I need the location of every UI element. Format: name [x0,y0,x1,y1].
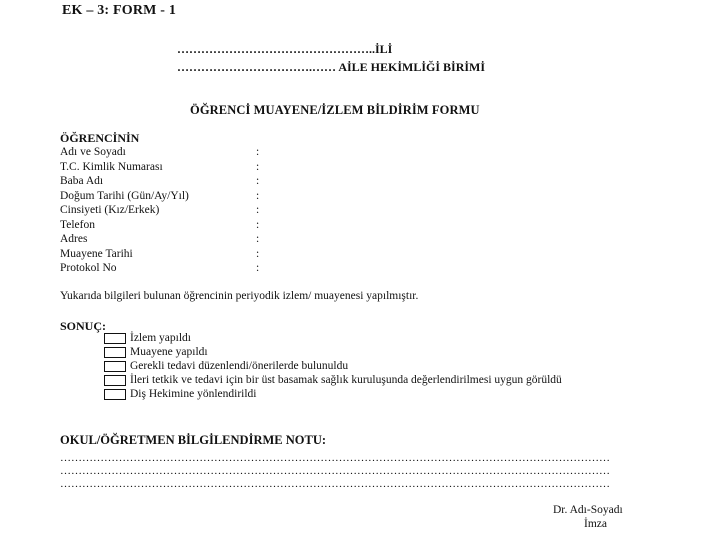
result-checkbox[interactable] [104,347,126,358]
result-option-label: Muayene yapıldı [130,346,208,358]
field-label: Muayene Tarihi [60,247,133,260]
field-row-exam-date [60,247,360,262]
field-row-birth-date [60,189,360,204]
field-colon: : [256,204,260,216]
result-option-monitoring [104,332,684,346]
note-line[interactable]: …………………………………………………………………………………………………………………………………… [60,452,610,464]
school-teacher-note-heading: OKUL/ÖĞRETMEN BİLGİLENDİRME NOTU: [60,433,327,447]
field-row-gender [60,203,360,218]
field-row-protocol-no [60,261,360,276]
field-label: Protokol No [60,262,117,274]
form-title: ÖĞRENCİ MUAYENE/İZLEM BİLDİRİM FORMU [190,103,480,117]
field-label: Telefon [60,218,95,231]
field-row-address [60,232,360,247]
signature-label: İmza [584,518,607,530]
form-code: EK – 3: FORM - 1 [62,3,177,18]
result-option-label: İzlem yapıldı [130,332,191,344]
family-medicine-unit-line: …………………………….…… AİLE HEKİMLİĞİ BİRİMİ [177,60,486,74]
field-colon: : [256,233,260,245]
field-label: Baba Adı [60,175,104,187]
result-option-dentist [104,388,684,402]
field-colon: : [256,175,260,187]
result-checkbox[interactable] [104,375,126,386]
result-option-label: Gerekli tedavi düzenlendi/önerilerde bulunuldu [130,360,349,372]
field-row-phone [60,218,360,233]
field-colon: : [256,189,260,202]
field-colon: : [256,262,260,274]
result-option-referral [104,374,684,388]
result-option-label: Diş Hekimine yönlendirildi [130,388,257,400]
result-option-label: İleri tetkik ve tedavi için bir üst basamak sağlık kuruluşunda değerlendirilmesi uygun görüldü [130,374,562,386]
result-checkbox[interactable] [104,389,126,400]
note-line[interactable]: …………………………………………………………………………………………………………………………………… [60,465,610,477]
field-colon: : [256,247,260,260]
province-line: …………………………………………..İLİ [177,42,393,56]
field-label: Adı ve Soyadı [60,146,126,158]
field-label: T.C. Kimlik Numarası [60,160,163,173]
result-checkbox[interactable] [104,361,126,372]
doctor-name: Dr. Adı-Soyadı [553,504,623,516]
field-label: Adres [60,233,88,245]
student-fields [60,145,360,276]
result-option-treatment [104,360,684,374]
field-row-father-name [60,174,360,189]
field-colon: : [256,146,260,158]
note-line[interactable]: …………………………………………………………………………………………………………………………………… [60,478,610,490]
result-option-examination [104,346,684,360]
result-options [104,332,684,402]
result-heading: SONUÇ: [60,319,107,333]
field-label: Cinsiyeti (Kız/Erkek) [60,204,160,216]
field-label: Doğum Tarihi (Gün/Ay/Yıl) [60,189,189,202]
student-section-heading: ÖĞRENCİNİN [60,131,140,145]
field-colon: : [256,160,260,173]
field-row-name [60,145,360,160]
field-row-tc-id [60,160,360,175]
exam-statement: Yukarıda bilgileri bulunan öğrencinin periyodik izlem/ muayenesi yapılmıştır. [60,290,419,302]
field-colon: : [256,218,260,231]
result-checkbox[interactable] [104,333,126,344]
